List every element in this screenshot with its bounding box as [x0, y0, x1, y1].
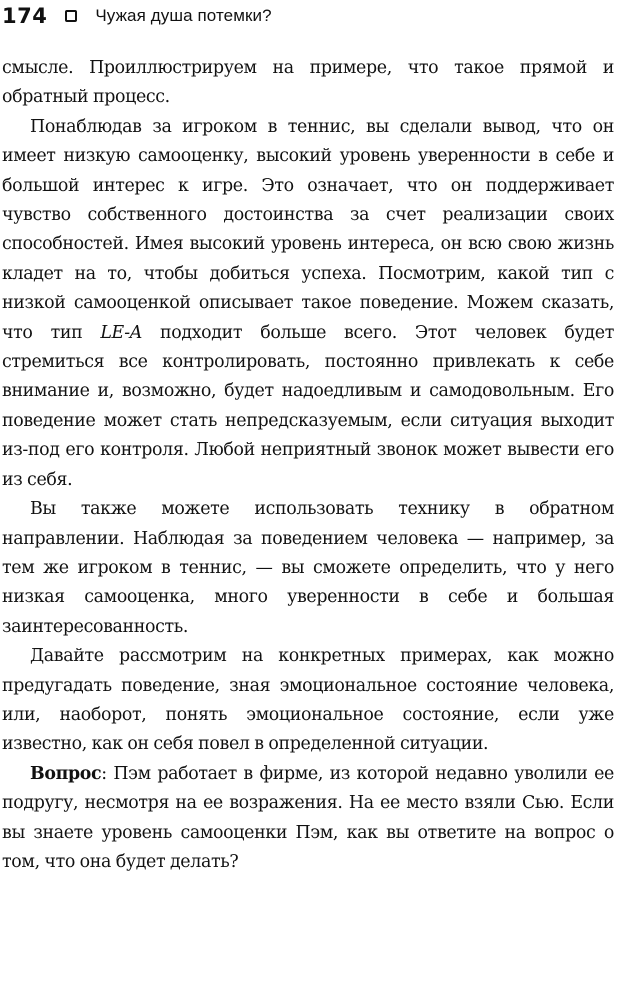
chapter-title: Чужая душа потемки?: [95, 6, 272, 25]
paragraph-text: Понаблюдав за игроком в теннис, вы сделали вывод, что он имеет низкую самооценку, высокий уровень уверенности в себе и большой интерес к игре. Это означает, что он поддерживает чувство собственного достоинства за счет реализации своих способностей. Имея высокий уровень интереса, он всю свою жизнь кладет на то, чтобы добиться успеха. Посмотрим, какой тип с низкой самооценкой описывает такое поведение. Можем сказать, что тип: [2, 116, 614, 343]
paragraph-text: : Пэм работает в фирме, из которой недавно уволили ее подругу, несмотря на ее возражения. На ее место взяли Сью. Если вы знаете уровень самооценки Пэм, как вы ответите на вопрос о том, что она будет делать?: [2, 763, 614, 872]
square-bullet-icon: [65, 10, 77, 22]
page-number: 174: [2, 4, 48, 28]
body-text: [2, 54, 614, 877]
paragraph-tennis-example: [2, 113, 614, 495]
paragraph-text: смысле. Проиллюстрируем на примере, что такое прямой и обратный процесс.: [2, 58, 614, 108]
question-label: Вопрос: [30, 763, 102, 784]
personality-type: LE-A: [100, 322, 142, 343]
paragraph-continuation: [2, 54, 614, 113]
paragraph-text: Вы также можете использовать технику в обратном направлении. Наблюдая за поведением человека — например, за тем же игроком в теннис, — вы сможете определить, что у него низкая самооценка, много уверенности в себе и большая заинтересованность.: [2, 499, 614, 637]
paragraph-question: [2, 760, 614, 878]
paragraph-text: подходит больше всего. Этот человек будет стремиться все контролировать, постоянно привлекать к себе внимание и, возможно, будет надоедливым и самодовольным. Его поведение может стать непредсказуемым, если ситуация выходит из-под его контроля. Любой неприятный звонок может вывести его из себя.: [2, 322, 614, 490]
paragraph-text: Давайте рассмотрим на конкретных примерах, как можно предугадать поведение, зная эмоциональное состояние человека, или, наоборот, понять эмоциональное состояние, если уже известно, как он себя повел в определенной ситуации.: [2, 646, 614, 755]
paragraph-reverse-technique: [2, 495, 614, 642]
paragraph-examples-intro: [2, 642, 614, 760]
running-header: [2, 0, 614, 32]
